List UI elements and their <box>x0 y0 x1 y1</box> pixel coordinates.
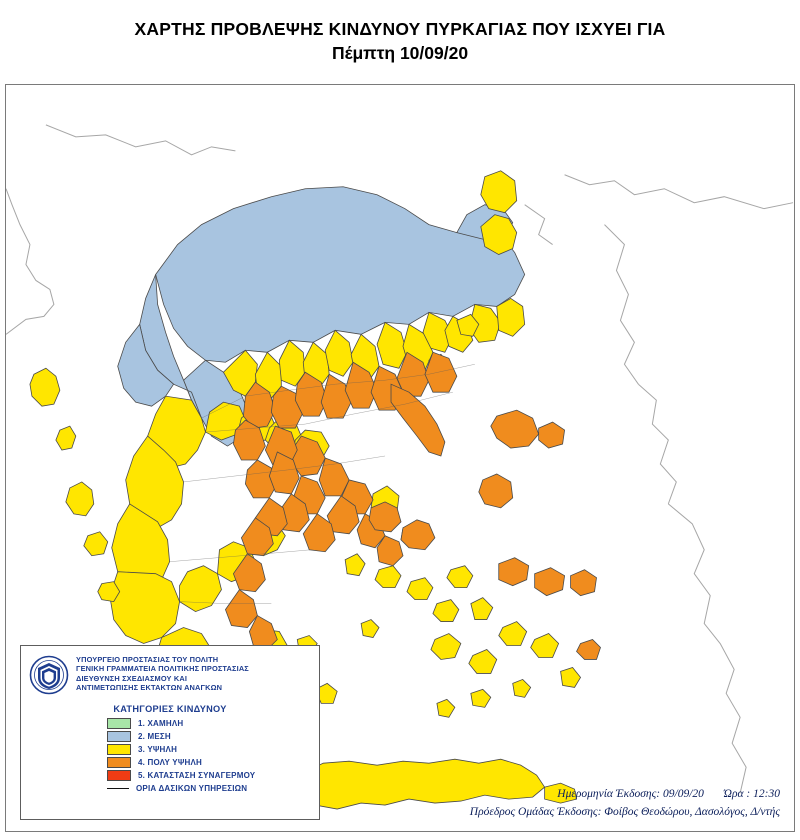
issue-time-value: 12:30 <box>753 788 780 800</box>
legend-swatch-very-high <box>107 757 131 768</box>
issue-date-value: 09/09/20 <box>663 788 704 800</box>
legend-label-very-high: 4. ΠΟΛΥ ΥΨΗΛΗ <box>138 757 203 767</box>
civil-protection-emblem-icon <box>29 652 69 698</box>
issue-time-label: Ώρα : <box>723 788 751 800</box>
legend-items <box>29 717 311 794</box>
legend-item-boundary <box>107 782 311 794</box>
legend-item-very-high <box>107 756 311 768</box>
legend-box <box>20 645 320 820</box>
authority-line-1: ΥΠΟΥΡΓΕΙΟ ΠΡΟΣΤΑΣΙΑΣ ΤΟΥ ΠΟΛΙΤΗ <box>76 655 219 664</box>
title-line-1: ΧΑΡΤΗΣ ΠΡΟΒΛΕΨΗΣ ΚΙΝΔΥΝΟΥ ΠΥΡΚΑΓΙΑΣ ΠΟΥ ΙΣΧΥΕΙ ΓΙΑ <box>134 19 666 39</box>
authority-text <box>76 652 249 692</box>
legend-swatch-medium <box>107 731 131 742</box>
issue-credits <box>470 785 780 821</box>
legend-swatch-alarm <box>107 770 131 781</box>
issuer-line: Πρόεδρος Ομάδας Έκδοσης: Φοίβος Θεοδώρου, Δασολόγος, Δ/ντής <box>469 806 780 818</box>
legend-label-boundary: ΟΡΙΑ ΔΑΣΙΚΩΝ ΥΠΗΡΕΣΙΩΝ <box>136 783 248 793</box>
legend-item-low <box>107 717 311 729</box>
legend-label-medium: 2. ΜΕΣΗ <box>138 731 171 741</box>
legend-swatch-boundary <box>107 788 129 789</box>
legend-item-high <box>107 743 311 755</box>
legend-item-medium <box>107 730 311 742</box>
page-title <box>0 0 800 64</box>
title-line-2: Πέμπτη 10/09/20 <box>331 43 469 63</box>
legend-swatch-low <box>107 718 131 729</box>
issue-date-label: Ημερομηνία Έκδοσης: <box>557 788 661 800</box>
legend-item-alarm <box>107 769 311 781</box>
issue-date-line <box>470 785 780 803</box>
legend-swatch-high <box>107 744 131 755</box>
legend-title: ΚΑΤΗΓΟΡΙΕΣ ΚΙΝΔΥΝΟΥ <box>113 704 227 714</box>
legend-label-low: 1. ΧΑΜΗΛΗ <box>138 718 184 728</box>
legend-header <box>29 652 311 698</box>
legend-label-high: 3. ΥΨΗΛΗ <box>138 744 178 754</box>
authority-line-3: ΔΙΕΥΘΥΝΣΗ ΣΧΕΔΙΑΣΜΟΥ ΚΑΙ <box>76 673 188 683</box>
map-frame <box>5 84 795 832</box>
authority-line-2: ΓΕΝΙΚΗ ΓΡΑΜΜΑΤΕΙΑ ΠΟΛΙΤΙΚΗΣ ΠΡΟΣΤΑΣΙΑΣ <box>76 664 249 674</box>
legend-label-alarm: 5. ΚΑΤΑΣΤΑΣΗ ΣΥΝΑΓΕΡΜΟΥ <box>138 770 256 780</box>
authority-line-4: ΑΝΤΙΜΕΤΩΠΙΣΗΣ ΕΚΤΑΚΤΩΝ ΑΝΑΓΚΩΝ <box>76 682 223 692</box>
